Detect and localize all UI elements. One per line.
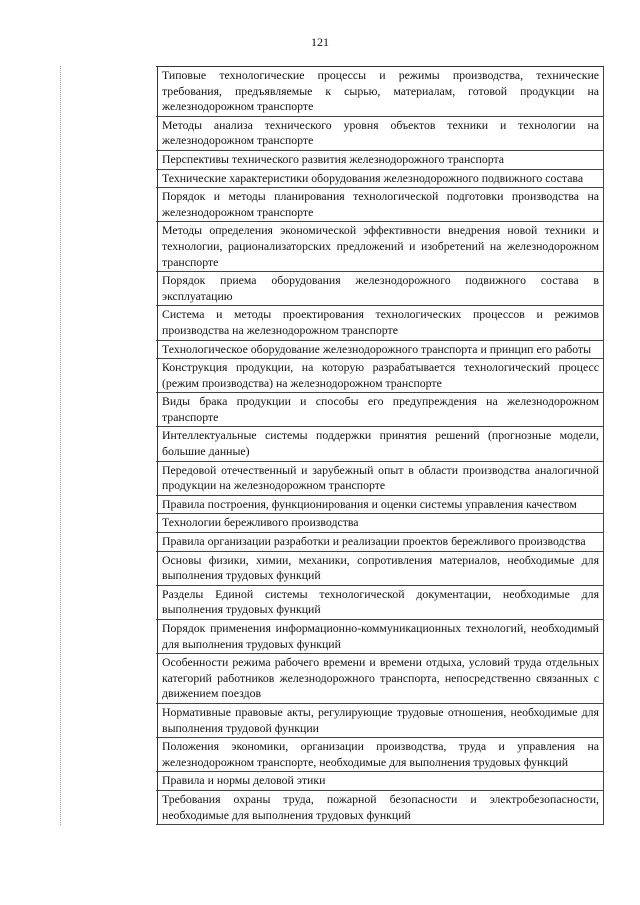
knowledge-list bbox=[156, 66, 604, 825]
table-row: Технические характеристики оборудования железнодорожного подвижного состава bbox=[156, 170, 604, 189]
table-row: Правила и нормы деловой этики bbox=[156, 772, 604, 791]
table-row: Система и методы проектирования технологических процессов и режимов производства на железнодорожном транспорте bbox=[156, 306, 604, 340]
table-row: Технологии бережливого производства bbox=[156, 514, 604, 533]
table-row: Правила построения, функционирования и оценки системы управления качеством bbox=[156, 496, 604, 515]
table-row: Нормативные правовые акты, регулирующие трудовые отношения, необходимые для выполнения трудовой функции bbox=[156, 704, 604, 738]
table-label-column bbox=[60, 66, 158, 825]
table-row: Перспективы технического развития железнодорожного транспорта bbox=[156, 151, 604, 170]
table-row: Основы физики, химии, механики, сопротивления материалов, необходимые для выполнения трудовых функций bbox=[156, 552, 604, 586]
table-row: Порядок применения информационно-коммуникационных технологий, необходимый для выполнения трудовых функций bbox=[156, 620, 604, 654]
table-row: Конструкция продукции, на которую разрабатывается технологический процесс (режим производства) на железнодорожном транспорте bbox=[156, 359, 604, 393]
table-row: Интеллектуальные системы поддержки принятия решений (прогнозные модели, большие данные) bbox=[156, 427, 604, 461]
table-row: Порядок и методы планирования технологической подготовки производства на железнодорожном транспорте bbox=[156, 188, 604, 222]
table-row: Технологическое оборудование железнодорожного транспорта и принцип его работы bbox=[156, 341, 604, 360]
table-row: Типовые технологические процессы и режимы производства, технические требования, предъявляемые к сырью, материалам, готовой продукции на железнодорожном транспорте bbox=[156, 67, 604, 117]
table-row: Правила организации разработки и реализации проектов бережливого производства bbox=[156, 533, 604, 552]
page-number: 121 bbox=[311, 35, 329, 49]
table-row: Порядок приема оборудования железнодорожного подвижного состава в эксплуатацию bbox=[156, 272, 604, 306]
table-row: Особенности режима рабочего времени и времени отдыха, условий труда отдельных категорий работников железнодорожного транспорта, непосредственно связанных с движением поездов bbox=[156, 654, 604, 704]
table-row: Методы определения экономической эффективности внедрения новой техники и технологии, рационализаторских предложений и изобретений на железнодорожном транспорте bbox=[156, 222, 604, 272]
table-row: Передовой отечественный и зарубежный опыт в области производства аналогичной продукции на железнодорожном транспорте bbox=[156, 462, 604, 496]
table-row: Методы анализа технического уровня объектов техники и технологии на железнодорожном транспорте bbox=[156, 117, 604, 151]
table-row: Требования охраны труда, пожарной безопасности и электробезопасности, необходимые для выполнения трудовых функций bbox=[156, 791, 604, 825]
table-row: Виды брака продукции и способы его предупреждения на железнодорожном транспорте bbox=[156, 393, 604, 427]
table-row: Разделы Единой системы технологической документации, необходимые для выполнения трудовых функций bbox=[156, 586, 604, 620]
table-row: Положения экономики, организации производства, труда и управления на железнодорожном транспорте, необходимые для выполнения трудовых функций bbox=[156, 738, 604, 772]
